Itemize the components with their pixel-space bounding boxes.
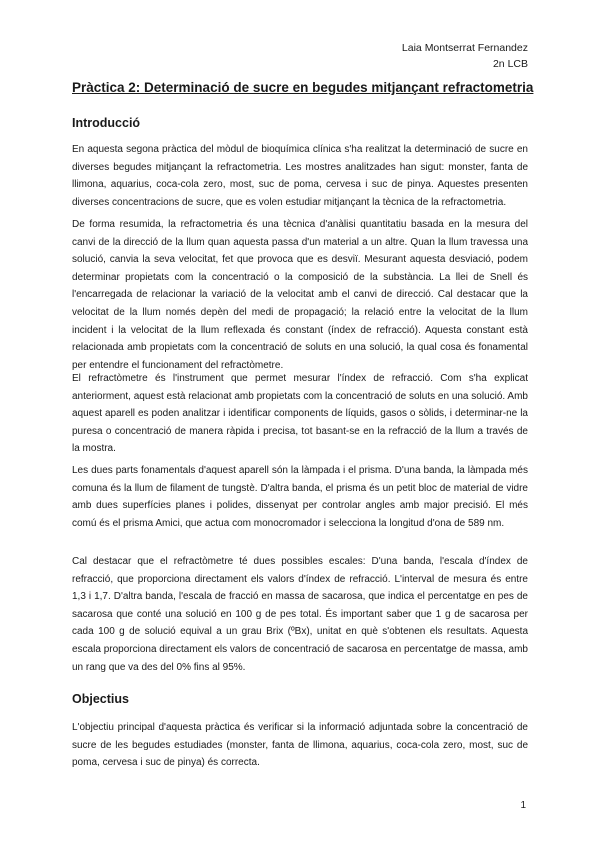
paragraph-intro-1: En aquesta segona pràctica del mòdul de bioquímica clínica s'ha realitzat la determinació de sucre en diverses begudes mitjançant la refractometria. Les mostres analitzades han sigut: monster, fanta de llimona, aquarius, coca-cola zero, most, suc de poma, cervesa i suc de pinya. Aquestes presenten diverses concentracions de sucre, que es volen estudiar mitjançant la tècnica de la refractometria. — [72, 144, 528, 208]
paragraph-intro-2: De forma resumida, la refractometria és una tècnica d'anàlisi quantitatiu basada en la mesura del canvi de la direcció de la llum quan aquesta passa d'un material a un altre. Quan la llum travessa una solució, canvia la seva velocitat, fet que provoca que es desviï. Mesurant aquesta desviació, podem determinar propietats com la concentració o la composició de la substància. La llei de Snell és l'encarregada de relacionar la variació de la velocitat amb el canvi de direcció. Cal destacar que la velocitat de la llum només depèn del medi de propagació; la relació entre la velocitat de la llum incident i la velocitat de la llum reflexada és constant (índex de refracció). Aquesta constant està relacionada amb propietats com la concentració de soluts en una solució, la qual cosa és fonamental per entendre el funcionament del refractòmetre. — [72, 219, 528, 371]
paragraph-objectives-1: L'objectiu principal d'aquesta pràctica és verificar si la informació adjuntada sobre la concentració de sucre de les begudes estudiades (monster, fanta de llimona, aquarius, coca-cola zero, most, suc de poma, cervesa i suc de pinya) és correcta. — [72, 722, 528, 769]
document-title: Pràctica 2: Determinació de sucre en begudes mitjançant refractometria — [72, 80, 534, 95]
section-heading-introduction: Introducció — [72, 116, 141, 130]
author-block — [402, 40, 528, 72]
section-heading-objectives: Objectius — [72, 692, 129, 706]
paragraph-intro-5: Cal destacar que el refractòmetre té dues possibles escales: D'una banda, l'escala d'índex de refracció, que proporciona directament els valors d'índex de refracció. L'interval de mesura és entre 1,3 i 1,7. D'altra banda, l'escala de fracció en massa de sacarosa, que indica el percentatge en pes de sacarosa que conté una solució en 100 g de pes total. És important saber que 1 g de sacarosa per cada 100 g de solució equival a un grau Brix (ºBx), unitat en què s'obtenen els resultats. Aquesta escala proporciona directament els valors de concentració de sacarosa en percentatge de massa, amb un rang que va des del 0% fins al 95%. — [72, 556, 528, 673]
author-name: Laia Montserrat Fernandez — [401, 42, 528, 54]
page-number: 1 — [520, 800, 526, 811]
paragraph-intro-4: Les dues parts fonamentals d'aquest aparell són la làmpada i el prisma. D'una banda, la làmpada més comuna és la llum de filament de tungstè. D'altra banda, el prisma és un petit bloc de material de vidre amb dues superfícies planes i polides, dissenyat per controlar angles amb major precisió. El més comú és el prisma Amici, que actua com monocromador i selecciona la longitud d'ona de 589 nm. — [72, 465, 528, 529]
course-label: 2n LCB — [492, 58, 528, 70]
paragraph-intro-3: El refractòmetre és l'instrument que permet mesurar l'índex de refracció. Com s'ha explicat anteriorment, aquest està relacionat amb propietats com la concentració de soluts en una solució. Amb aquest aparell es poden analitzar i identificar components de líquids, gasos o sòlids, i determinar-ne la puresa o concentració de manera ràpida i precisa, tot basant-se en la refracció de la llum a través de la mostra. — [72, 373, 528, 455]
